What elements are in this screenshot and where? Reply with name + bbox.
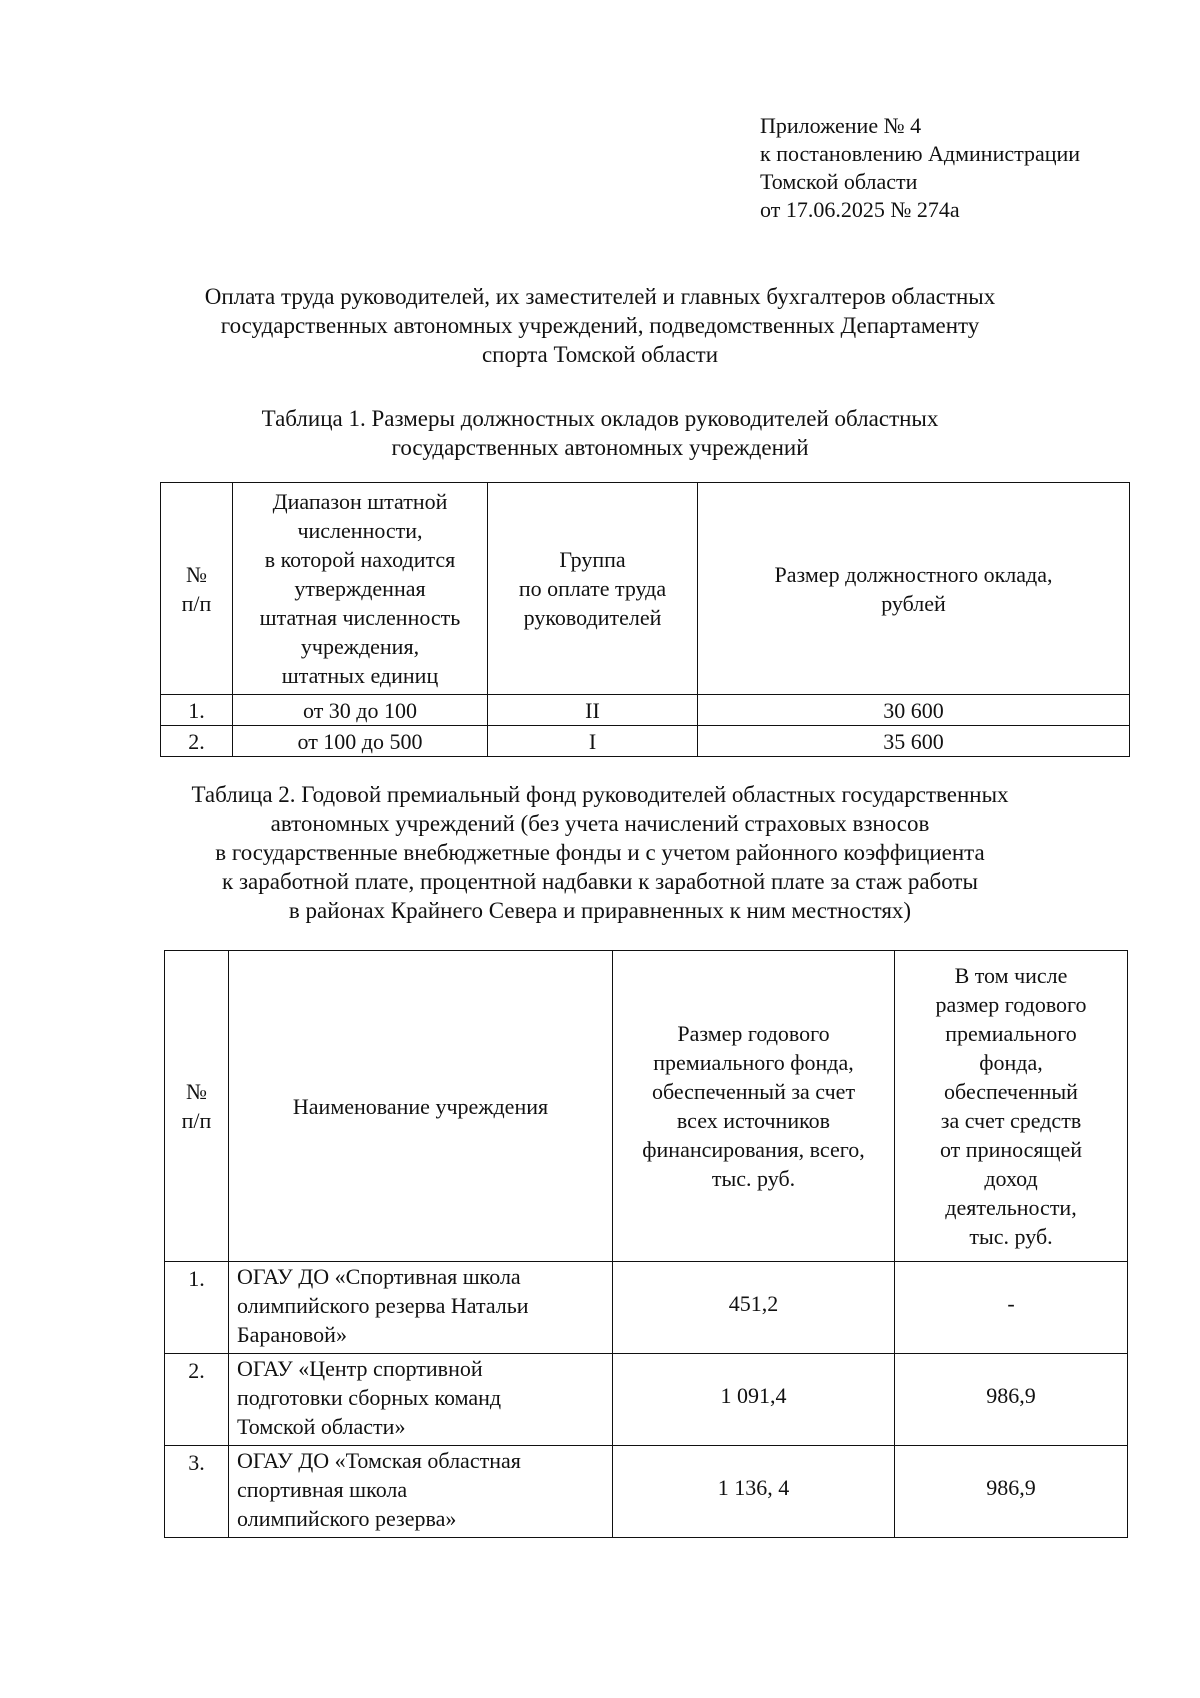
table1-caption [200, 404, 1000, 462]
cell-line: Диапазон штатной [272, 489, 448, 514]
cell-line: численности, [297, 518, 423, 543]
cell-line: финансирования, всего, [642, 1137, 865, 1162]
cell-line: штатных единиц [281, 663, 439, 688]
cell-line: утвержденная [294, 576, 426, 601]
table-row [161, 695, 1130, 726]
cell-line: В том числе [954, 963, 1068, 988]
bonus-fund-table [164, 950, 1128, 1538]
header-num [165, 951, 229, 1262]
row-institution-name [229, 1262, 613, 1354]
table-row [165, 1446, 1128, 1538]
cell-line: по оплате труда [518, 576, 667, 601]
table-header-row [161, 483, 1130, 695]
row-num: 3. [165, 1446, 229, 1538]
row-num: 1. [165, 1262, 229, 1354]
appendix-header [760, 112, 1080, 224]
cell-line: рублей [881, 590, 946, 616]
row-total-fund: 1 136, 4 [613, 1446, 895, 1538]
cell-line: учреждения, [300, 634, 420, 659]
title-line: Оплата труда руководителей, их заместителей и главных бухгалтеров областных [204, 284, 996, 309]
cell-line: Группа [559, 547, 626, 572]
cell-line: в которой находится [264, 547, 456, 572]
row-salary: 35 600 [698, 726, 1130, 757]
header-institution-name [229, 951, 613, 1262]
cell-line: № [186, 561, 207, 587]
cell-line: Размер должностного оклада, [774, 561, 1053, 587]
cell-line: подготовки сборных команд [237, 1385, 502, 1410]
appendix-line: от 17.06.2025 № 274а [760, 197, 960, 222]
cell-line: ОГАУ ДО «Спортивная школа [237, 1264, 521, 1289]
caption-line: к заработной плате, процентной надбавки к заработной плате за стаж работы [222, 869, 978, 894]
row-num: 2. [165, 1354, 229, 1446]
title-line: государственных автономных учреждений, подведомственных Департаменту [220, 313, 980, 338]
table-row [165, 1262, 1128, 1354]
row-total-fund: 451,2 [613, 1262, 895, 1354]
cell-line: п/п [181, 590, 212, 616]
appendix-line: Приложение № 4 [760, 113, 922, 138]
row-income-fund: 986,9 [895, 1354, 1128, 1446]
cell-line: обеспеченный [944, 1079, 1078, 1104]
row-institution-name [229, 1354, 613, 1446]
cell-line: тыс. руб. [969, 1224, 1053, 1249]
cell-line: обеспеченный за счет [651, 1079, 856, 1104]
cell-line: руководителей [523, 605, 662, 630]
row-pay-group: I [488, 726, 698, 757]
appendix-line: к постановлению Администрации [760, 141, 1081, 166]
cell-line: спортивная школа [237, 1477, 408, 1502]
cell-line: Барановой» [237, 1322, 347, 1347]
cell-line: премиального [945, 1021, 1077, 1046]
table-header-row [165, 951, 1128, 1262]
header-num [161, 483, 233, 695]
row-pay-group: II [488, 695, 698, 726]
cell-line: штатная численность [259, 605, 461, 630]
caption-line: в государственные внебюджетные фонды и с учетом районного коэффициента [215, 840, 985, 865]
appendix-line: Томской области [760, 169, 918, 194]
cell-line: премиального фонда, [653, 1050, 854, 1075]
header-salary [698, 483, 1130, 695]
cell-line: всех источников [676, 1108, 831, 1133]
table-row [165, 1354, 1128, 1446]
cell-line: Размер годового [677, 1021, 830, 1046]
header-total-fund [613, 951, 895, 1262]
cell-line: № [186, 1079, 207, 1104]
caption-line: государственных автономных учреждений [391, 435, 809, 460]
table2-caption [110, 780, 1090, 925]
cell-line: ОГАУ ДО «Томская областная [237, 1448, 521, 1473]
cell-line: Наименование учреждения [292, 1093, 549, 1119]
row-staff-range: от 100 до 500 [233, 726, 488, 757]
cell-line: олимпийского резерва» [237, 1506, 457, 1531]
row-total-fund: 1 091,4 [613, 1354, 895, 1446]
cell-line: п/п [181, 1108, 212, 1133]
cell-line: от приносящей [939, 1137, 1083, 1162]
row-num: 2. [161, 726, 233, 757]
caption-line: автономных учреждений (без учета начислений страховых взносов [270, 811, 930, 836]
row-num: 1. [161, 695, 233, 726]
header-pay-group [488, 483, 698, 695]
cell-line: фонда, [979, 1050, 1043, 1075]
title-line: спорта Томской области [481, 342, 719, 367]
table-row [161, 726, 1130, 757]
row-salary: 30 600 [698, 695, 1130, 726]
header-income-fund [895, 951, 1128, 1262]
cell-line: олимпийского резерва Натальи [237, 1293, 529, 1318]
cell-line: доход [984, 1166, 1038, 1191]
cell-line: деятельности, [945, 1195, 1077, 1220]
cell-line: ОГАУ «Центр спортивной [237, 1356, 483, 1381]
cell-line: Томской области» [237, 1414, 406, 1439]
row-income-fund: 986,9 [895, 1446, 1128, 1538]
document-title [110, 282, 1090, 369]
caption-line: в районах Крайнего Севера и приравненных к ним местностях) [288, 898, 912, 923]
cell-line: за счет средств [940, 1108, 1082, 1133]
row-staff-range: от 30 до 100 [233, 695, 488, 726]
row-income-fund: - [895, 1262, 1128, 1354]
caption-line: Таблица 2. Годовой премиальный фонд руководителей областных государственных [191, 782, 1009, 807]
salary-table [160, 482, 1130, 757]
header-staff-range [233, 483, 488, 695]
cell-line: тыс. руб. [711, 1166, 796, 1191]
caption-line: Таблица 1. Размеры должностных окладов руководителей областных [261, 406, 939, 431]
cell-line: размер годового [935, 992, 1087, 1017]
row-institution-name [229, 1446, 613, 1538]
